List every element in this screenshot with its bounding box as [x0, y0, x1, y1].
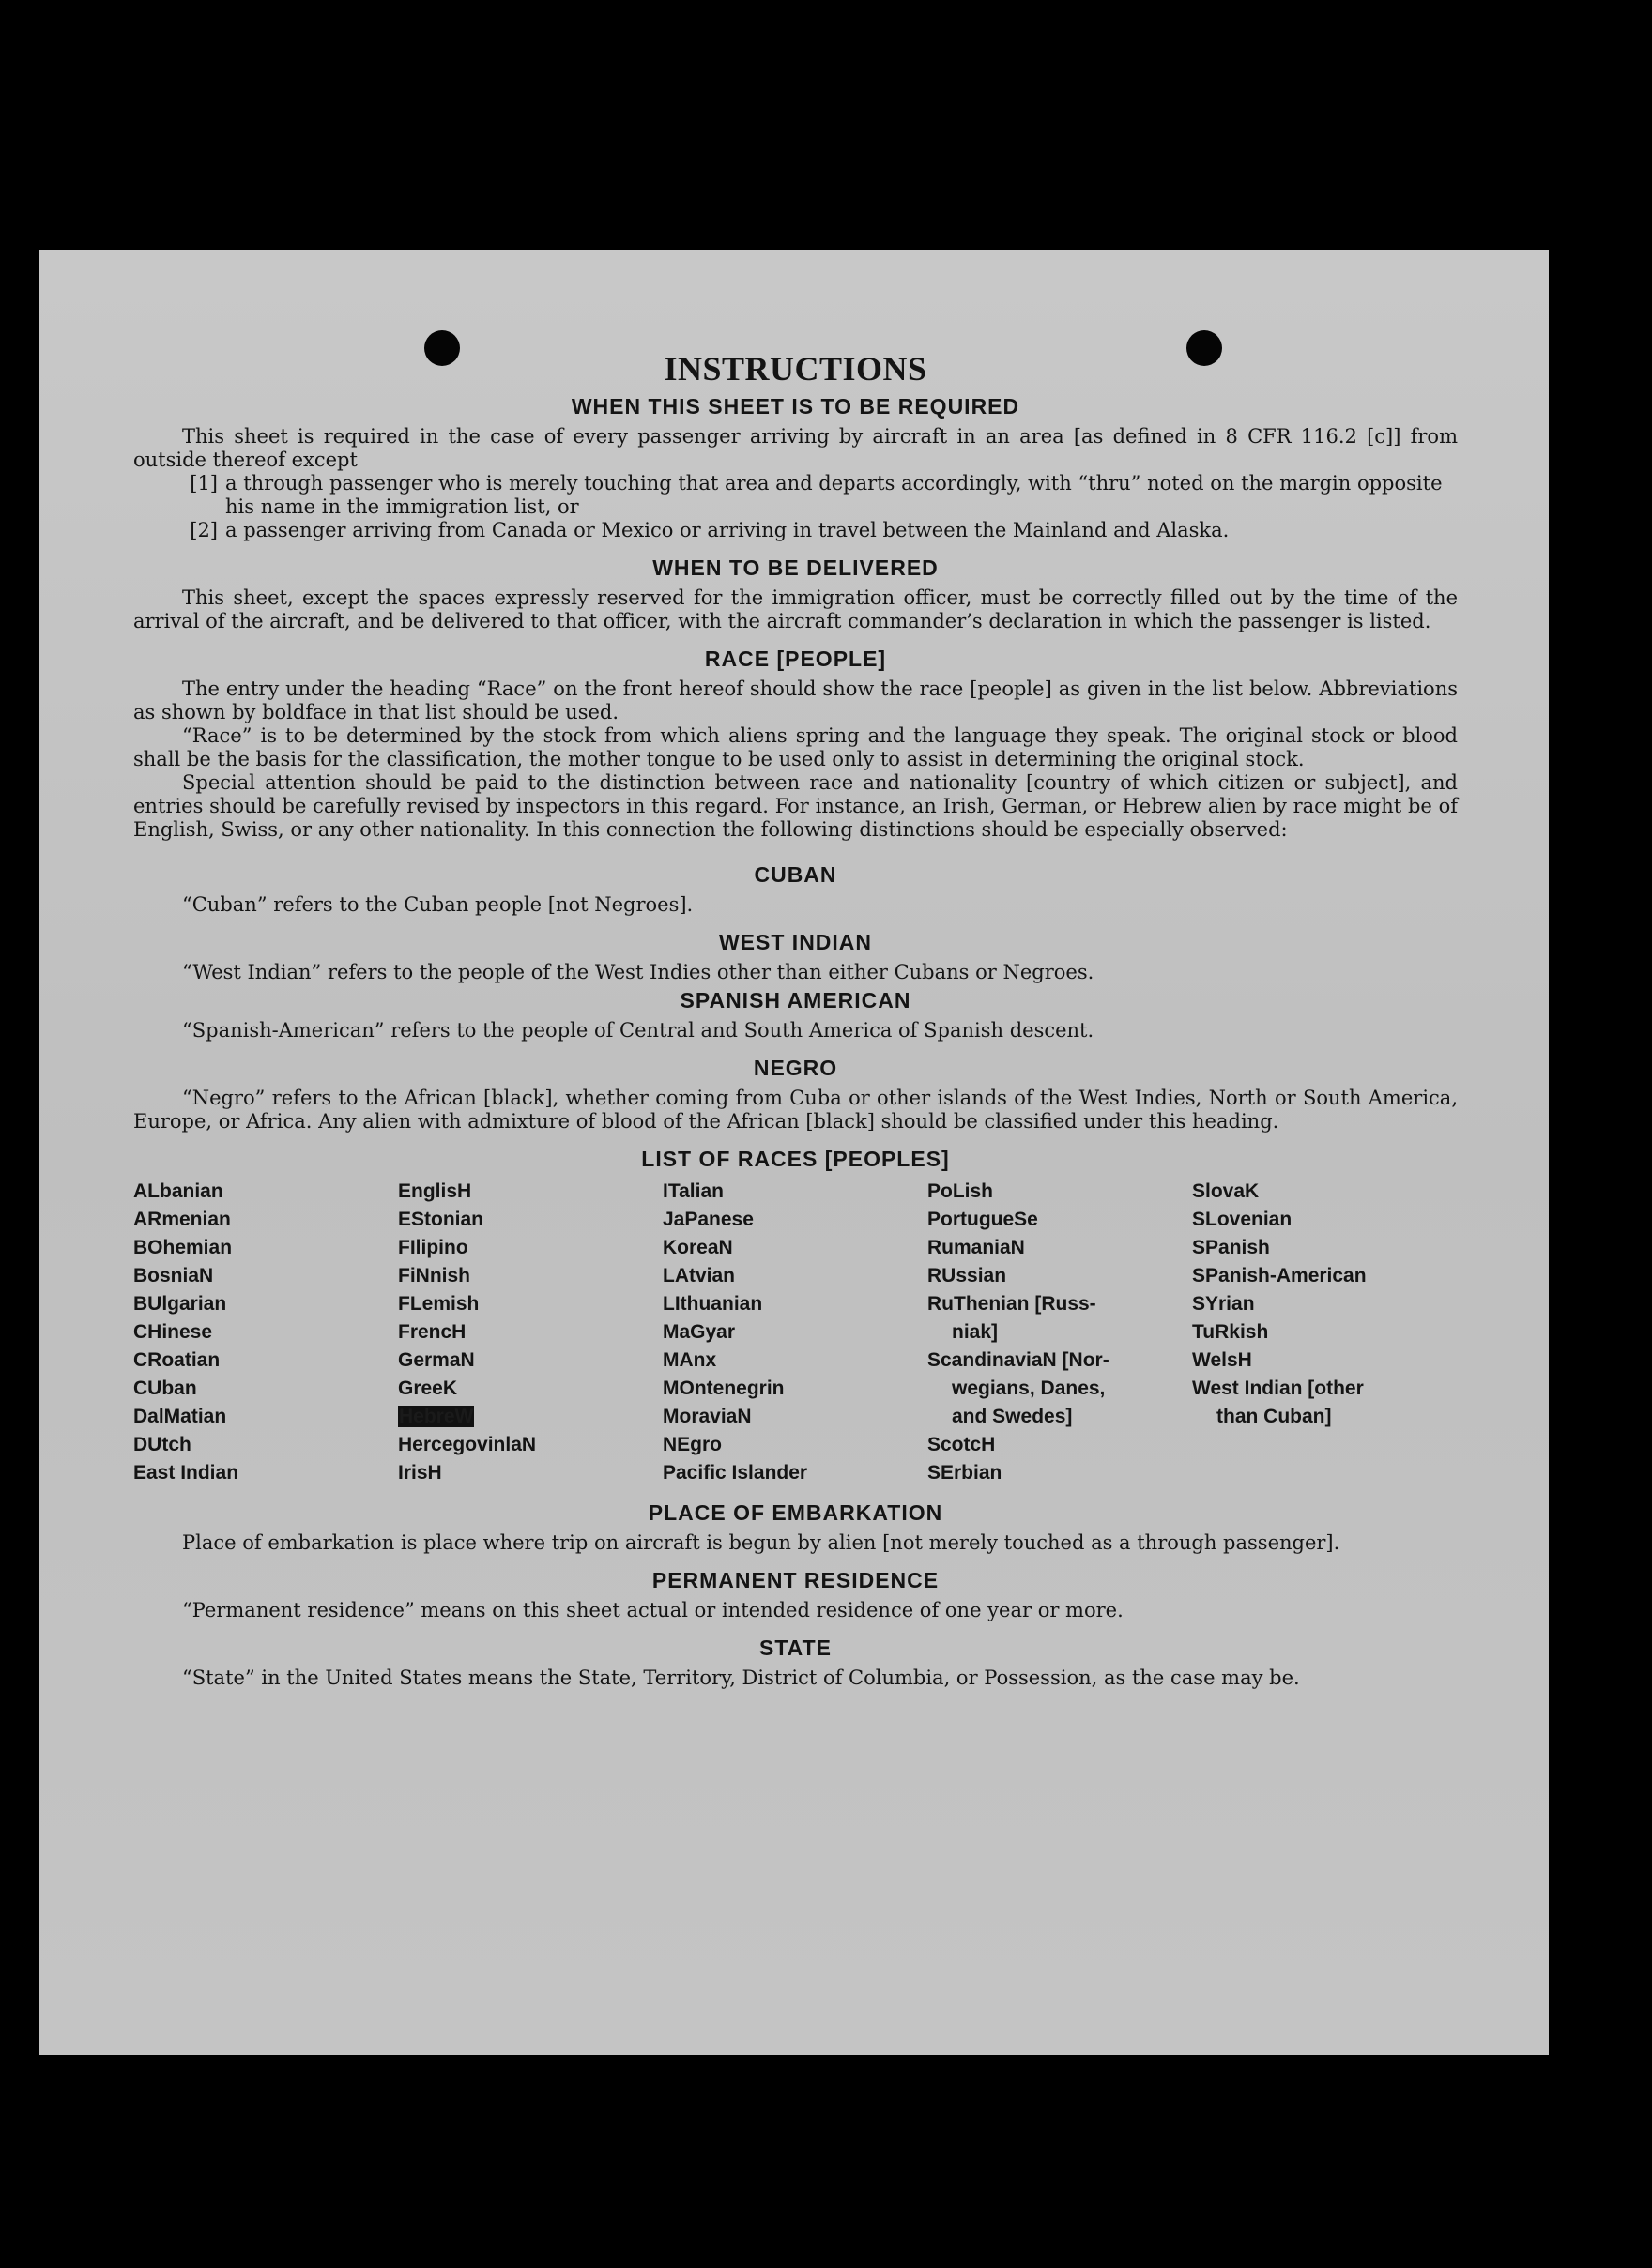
race-entry: HebreW [399, 1406, 474, 1427]
race-entry: FiNnish [398, 1265, 470, 1286]
heading-race: RACE [PEOPLE] [704, 647, 887, 671]
race-entry: FIlipino [398, 1237, 468, 1258]
exception-number: [1] [190, 472, 218, 495]
race-entry: ALbanian [133, 1180, 223, 1202]
spanish-american-text: “Spanish-American” refers to the people of Central and South America of Spanish descent. [182, 1019, 1094, 1042]
race-entry: PoLish [927, 1180, 994, 1202]
heading-permanent-residence: PERMANENT RESIDENCE [651, 1568, 940, 1592]
race-entry: SLovenian [1192, 1209, 1293, 1230]
race-entry: ScotcH [927, 1434, 996, 1455]
state-text: “State” in the United States means the State, Territory, District of Columbia, or Possession, as the case may be. [182, 1667, 1300, 1689]
heading-list-of-races: LIST OF RACES [PEOPLES] [641, 1147, 950, 1171]
race-entry: RumaniaN [927, 1237, 1025, 1258]
heading-west-indian: WEST INDIAN [718, 930, 873, 954]
race-entry: SlovaK [1192, 1180, 1260, 1202]
race-entry: BUlgarian [133, 1293, 227, 1315]
heading-embarkation: PLACE OF EMBARKATION [648, 1500, 943, 1525]
race-entry: SPanish-American [1192, 1265, 1367, 1286]
race-entry: KoreaN [663, 1237, 733, 1258]
race-entry: LIthuanian [663, 1293, 763, 1315]
when-required-intro: This sheet is required in the case of every passenger arriving by aircraft in an area [as defined in 8 CFR 116.2 [c]] from outside thereof except [133, 425, 1458, 471]
race-entry: ITalian [663, 1180, 724, 1202]
race-entry: CUban [133, 1378, 197, 1399]
when-delivered-text: This sheet, except the spaces expressly reserved for the immigration officer, must be correctly filled out by the time of the arrival of the aircraft, and be delivered to that officer, with the aircraft commander’s declaration in which the passenger is listed. [133, 586, 1458, 632]
race-paragraph-1: The entry under the heading “Race” on the front hereof should show the race [people] as given in the list below. Abbreviations as shown by boldface in that list should be used. [133, 677, 1458, 723]
races-column-3 [663, 1178, 927, 1487]
race-entry: SYrian [1192, 1293, 1255, 1315]
race-entry: RUssian [927, 1265, 1007, 1286]
race-entry: FLemish [398, 1293, 480, 1315]
race-entry: West Indian [other than Cuban] [1192, 1378, 1364, 1427]
heading-when-required: WHEN THIS SHEET IS TO BE REQUIRED [571, 394, 1020, 419]
heading-state: STATE [759, 1636, 832, 1660]
exception-text: a passenger arriving from Canada or Mexico or arriving in travel between the Mainland and Alaska. [225, 519, 1230, 541]
race-entry: WelsH [1192, 1349, 1252, 1371]
exception-item-2 [133, 519, 1458, 542]
race-entry: DUtch [133, 1434, 191, 1455]
race-entry: MaGyar [663, 1321, 736, 1343]
race-entry: RuThenian [Russ- niak] [927, 1293, 1096, 1343]
races-column-5 [1192, 1178, 1431, 1487]
races-column-2 [398, 1178, 663, 1487]
race-entry: GreeK [398, 1378, 458, 1399]
heading-spanish-american: SPANISH AMERICAN [680, 988, 911, 1012]
west-indian-text: “West Indian” refers to the people of the West Indies other than either Cubans or Negroes. [182, 961, 1094, 983]
race-entry: TuRkish [1192, 1321, 1269, 1343]
race-entry: JaPanese [663, 1209, 754, 1230]
race-entry: HercegovinlaN [398, 1434, 537, 1455]
race-entry: DalMatian [133, 1406, 227, 1427]
document-page [39, 250, 1549, 2055]
race-entry: ScandinaviaN [Nor- wegians, Danes, and Swedes] [927, 1349, 1109, 1427]
race-entry: Pacific Islander [663, 1462, 808, 1484]
race-entry: SErbian [927, 1462, 1002, 1484]
exception-number: [2] [190, 519, 218, 541]
race-entry: ARmenian [133, 1209, 231, 1230]
race-entry: PortugueSe [927, 1209, 1038, 1230]
races-column-1 [133, 1178, 398, 1487]
heading-negro: NEGRO [753, 1056, 838, 1080]
race-entry: BosniaN [133, 1265, 214, 1286]
heading-when-delivered: WHEN TO BE DELIVERED [652, 556, 939, 580]
race-paragraph-2: “Race” is to be determined by the stock from which aliens spring and the language they speak. The original stock or blood shall be the basis for the classification, the mother tongue to be used only to assist in determining the original stock. [133, 724, 1458, 770]
exception-text: a through passenger who is merely touching that area and departs accordingly, with “thru” noted on the margin opposite his name in the immigration list, or [225, 472, 1443, 518]
negro-text: “Negro” refers to the African [black], whether coming from Cuba or other islands of the West Indies, North or South America, Europe, or Africa. Any alien with admixture of blood of the African [black] should be classified under this heading. [133, 1087, 1458, 1133]
permanent-residence-text: “Permanent residence” means on this sheet actual or intended residence of one year or more. [182, 1599, 1124, 1621]
race-entry: East Indian [133, 1462, 239, 1484]
race-entry: SPanish [1192, 1237, 1270, 1258]
race-entry: EStonian [398, 1209, 484, 1230]
race-entry: MOntenegrin [663, 1378, 785, 1399]
page-title: INSTRUCTIONS [664, 350, 927, 388]
race-entry: MAnx [663, 1349, 717, 1371]
race-entry: CHinese [133, 1321, 213, 1343]
race-entry: BOhemian [133, 1237, 233, 1258]
race-entry: LAtvian [663, 1265, 736, 1286]
cuban-text: “Cuban” refers to the Cuban people [not Negroes]. [182, 893, 694, 916]
race-entry: NEgro [663, 1434, 722, 1455]
race-entry: EnglisH [398, 1180, 472, 1202]
heading-cuban: CUBAN [754, 862, 837, 887]
races-column-4 [927, 1178, 1192, 1487]
race-entry: CRoatian [133, 1349, 221, 1371]
race-entry: IrisH [398, 1462, 442, 1484]
race-entry: FrencH [398, 1321, 467, 1343]
races-list [133, 1178, 1458, 1487]
embarkation-text: Place of embarkation is place where trip on aircraft is begun by alien [not merely touched as a through passenger]. [182, 1531, 1340, 1554]
race-entry: MoraviaN [663, 1406, 752, 1427]
exception-item-1 [133, 472, 1458, 519]
race-paragraph-3: Special attention should be paid to the distinction between race and nationality [country of which citizen or subject], and entries should be carefully revised by inspectors in this regard. For instance, an Irish, German, or Hebrew alien by race might be of English, Swiss, or any other nationality. In this connection the following distinctions should be especially observed: [133, 771, 1458, 841]
instructions-content [133, 349, 1458, 1690]
race-entry: GermaN [398, 1349, 475, 1371]
